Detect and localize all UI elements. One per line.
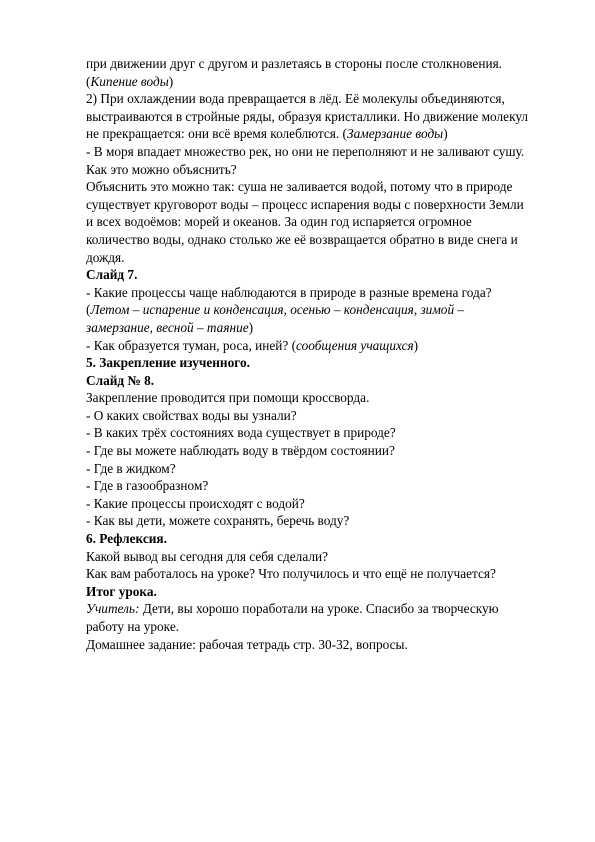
text-line: [86, 231, 526, 249]
question-text: - Где в газообразном?: [86, 478, 209, 494]
section-heading: 5. Закрепление изученного.: [86, 355, 250, 371]
paragraph-text: Закрепление проводится при помощи кроссворда.: [86, 390, 370, 406]
text-line: [86, 249, 526, 267]
paren-close: ): [413, 337, 419, 353]
text-line: [86, 460, 526, 478]
paragraph-text: 2) При охлаждении вода превращается в лёд. Её молекулы объединяются,: [86, 91, 505, 107]
question-text: - О каких свойствах воды вы узнали?: [86, 407, 297, 423]
answer-text: Объяснить это можно так: суша не заливается водой, потому что в природе: [86, 179, 513, 195]
paragraph-text: при движении друг с другом и разлетаясь в стороны после столкновения.: [86, 56, 503, 71]
paragraph-text: Дети, вы хорошо поработали на уроке. Спасибо за творческую: [139, 601, 499, 617]
question-text: Как вам работалось на уроке? Что получилось и что ещё не получается?: [86, 566, 496, 582]
text-line: [86, 161, 526, 179]
italic-note: Замерзание воды: [346, 126, 444, 142]
text-line: [86, 143, 526, 161]
text-line: [86, 636, 526, 654]
answer-text: и всех водоёмов: морей и океанов. За один год испаряется огромное: [86, 214, 472, 230]
text-line: [86, 442, 526, 460]
question-text: - В моря впадает множество рек, но они не переполняют и не заливают сушу.: [86, 143, 525, 159]
question-text: - Где вы можете наблюдать воду в твёрдом состоянии?: [86, 443, 395, 459]
section-heading: Итог урока.: [86, 583, 157, 599]
question-text: - Какие процессы происходят с водой?: [86, 495, 305, 511]
text-line: [86, 389, 526, 407]
text-line: [86, 73, 526, 91]
question-text: - Как вы дети, можете сохранять, беречь воду?: [86, 513, 350, 529]
paragraph-text: работу на уроке.: [86, 619, 180, 634]
text-line: [86, 301, 526, 319]
italic-note: Кипение воды: [90, 73, 169, 89]
document-body: [86, 55, 529, 653]
text-line: [86, 548, 526, 566]
question-text: Как это можно объяснить?: [86, 161, 237, 177]
question-text: - Где в жидком?: [86, 460, 176, 476]
italic-note: Летом – испарение и конденсация, осенью – конденсация, зимой –: [90, 302, 465, 318]
text-line: [86, 618, 526, 636]
slide-heading: Слайд 7.: [86, 267, 138, 283]
text-line: [86, 108, 529, 126]
question-text: - Как образуется туман, роса, иней? (: [86, 337, 297, 353]
text-line: [86, 55, 526, 73]
text-line: [86, 424, 526, 442]
italic-note: замерзание, весной – таяние: [86, 319, 249, 335]
text-line: [86, 495, 526, 513]
paren-close: ): [443, 126, 448, 142]
paragraph-text: не прекращается: они всё время колеблются. (: [86, 126, 347, 142]
teacher-label: Учитель:: [86, 601, 140, 617]
text-line: [86, 178, 526, 196]
text-line: [86, 213, 526, 231]
italic-note: сообщения учащихся: [296, 337, 414, 353]
text-line: [86, 512, 526, 530]
paren-open: (: [86, 302, 91, 318]
slide-heading: Слайд № 8.: [86, 372, 155, 388]
paren-close: ): [248, 319, 254, 335]
question-text: - Какие процессы чаще наблюдаются в природе в разные времена года?: [86, 284, 492, 300]
text-line: [86, 196, 526, 214]
paren-close: ): [168, 73, 174, 89]
text-line: [86, 600, 526, 618]
paragraph-text: выстраиваются в стройные ряды, образуя кристаллики. Но движение молекул: [86, 108, 529, 124]
text-line: [86, 337, 526, 355]
answer-text: количество воды, однако столько же её возвращается обратно в виде снега и: [86, 231, 518, 247]
text-line: [86, 319, 526, 337]
section-heading: 6. Рефлексия.: [86, 531, 167, 547]
question-text: Какой вывод вы сегодня для себя сделали?: [86, 548, 328, 564]
text-line: [86, 125, 526, 143]
homework-text: Домашнее задание: рабочая тетрадь стр. 30-32, вопросы.: [86, 636, 408, 652]
question-text: - В каких трёх состояниях вода существует в природе?: [86, 425, 396, 441]
text-line: [86, 477, 526, 495]
text-line: [86, 407, 526, 425]
paren-open: (: [86, 73, 91, 89]
text-line: [86, 565, 526, 583]
text-line: [86, 90, 526, 108]
text-line: [86, 284, 526, 302]
answer-text: дождя.: [86, 249, 125, 265]
answer-text: существует круговорот воды – процесс испарения воды с поверхности Земли: [86, 196, 524, 212]
